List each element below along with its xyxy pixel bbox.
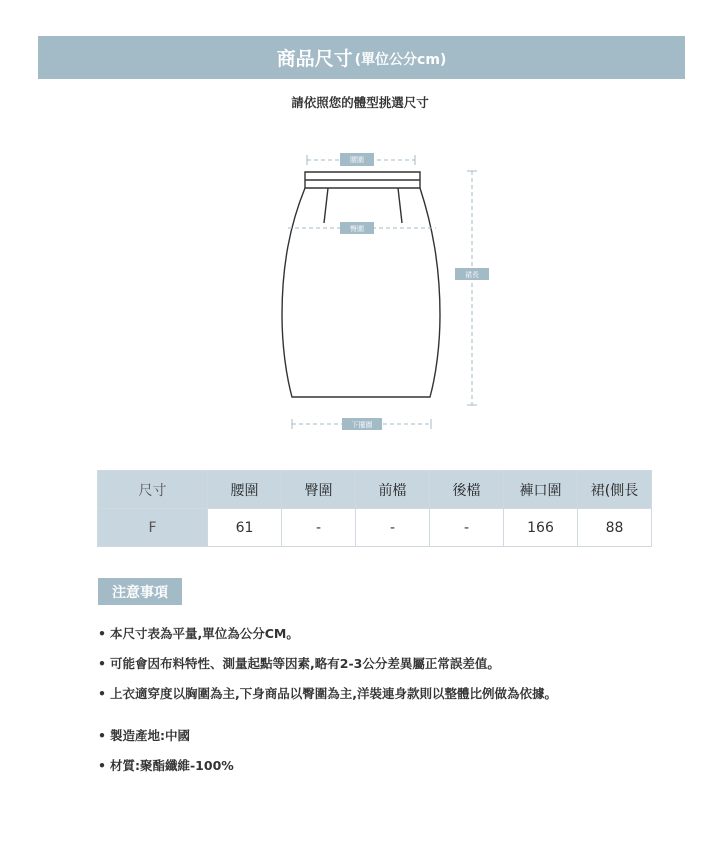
list-item: [98, 684, 557, 714]
size-cell: F: [98, 509, 208, 547]
size-table: [97, 470, 652, 547]
unit-label: (單位公分cm): [354, 52, 447, 68]
detail-origin: 製造產地:中國: [110, 728, 190, 743]
header-cell: 臀圍: [282, 471, 356, 509]
notes-list: [98, 624, 557, 786]
hem-label: 下擺圍: [351, 421, 373, 429]
header-bar: [38, 36, 685, 79]
table-row: [98, 509, 652, 547]
table-cell: -: [430, 509, 504, 547]
hem-measure: [292, 418, 431, 430]
hip-measure: [288, 222, 436, 234]
table-cell: -: [356, 509, 430, 547]
header-cell: 裙(側長: [578, 471, 652, 509]
detail-material: 材質:聚酯纖維-100%: [110, 758, 234, 773]
table-header-row: [98, 471, 652, 509]
bullet-icon: •: [98, 626, 106, 641]
table-cell: 88: [578, 509, 652, 547]
bullet-icon: •: [98, 686, 106, 701]
list-item: [98, 624, 557, 654]
skirt-diagram: [270, 145, 510, 435]
header-cell: 前檔: [356, 471, 430, 509]
skirt-outline: [282, 172, 440, 397]
length-measure: [455, 171, 489, 405]
page-title: 商品尺寸: [276, 48, 353, 70]
header-cell: 尺寸: [98, 471, 208, 509]
table-cell: -: [282, 509, 356, 547]
subtitle: 請依照您的體型挑選尺寸: [291, 95, 429, 110]
note-text: 本尺寸表為平量,單位為公分CM。: [110, 626, 299, 641]
length-label: 裙長: [465, 271, 479, 279]
header-cell: 褲口圍: [504, 471, 578, 509]
table-cell: 166: [504, 509, 578, 547]
table-cell: 61: [208, 509, 282, 547]
waist-measure: [307, 153, 415, 166]
header-cell: 腰圍: [208, 471, 282, 509]
header-cell: 後檔: [430, 471, 504, 509]
list-item: [98, 726, 557, 756]
list-item: [98, 756, 557, 786]
waist-label: 腰圍: [350, 156, 364, 164]
note-text: 可能會因布料特性、測量起點等因素,略有2-3公分差異屬正常誤差值。: [110, 656, 500, 671]
list-item: [98, 654, 557, 684]
hip-label: 臀圍: [350, 225, 364, 233]
notes-title: 注意事項: [98, 578, 182, 605]
note-text: 上衣適穿度以胸圍為主,下身商品以臀圍為主,洋裝連身款則以整體比例做為依據。: [110, 686, 557, 701]
bullet-icon: •: [98, 728, 106, 743]
bullet-icon: •: [98, 758, 106, 773]
bullet-icon: •: [98, 656, 106, 671]
